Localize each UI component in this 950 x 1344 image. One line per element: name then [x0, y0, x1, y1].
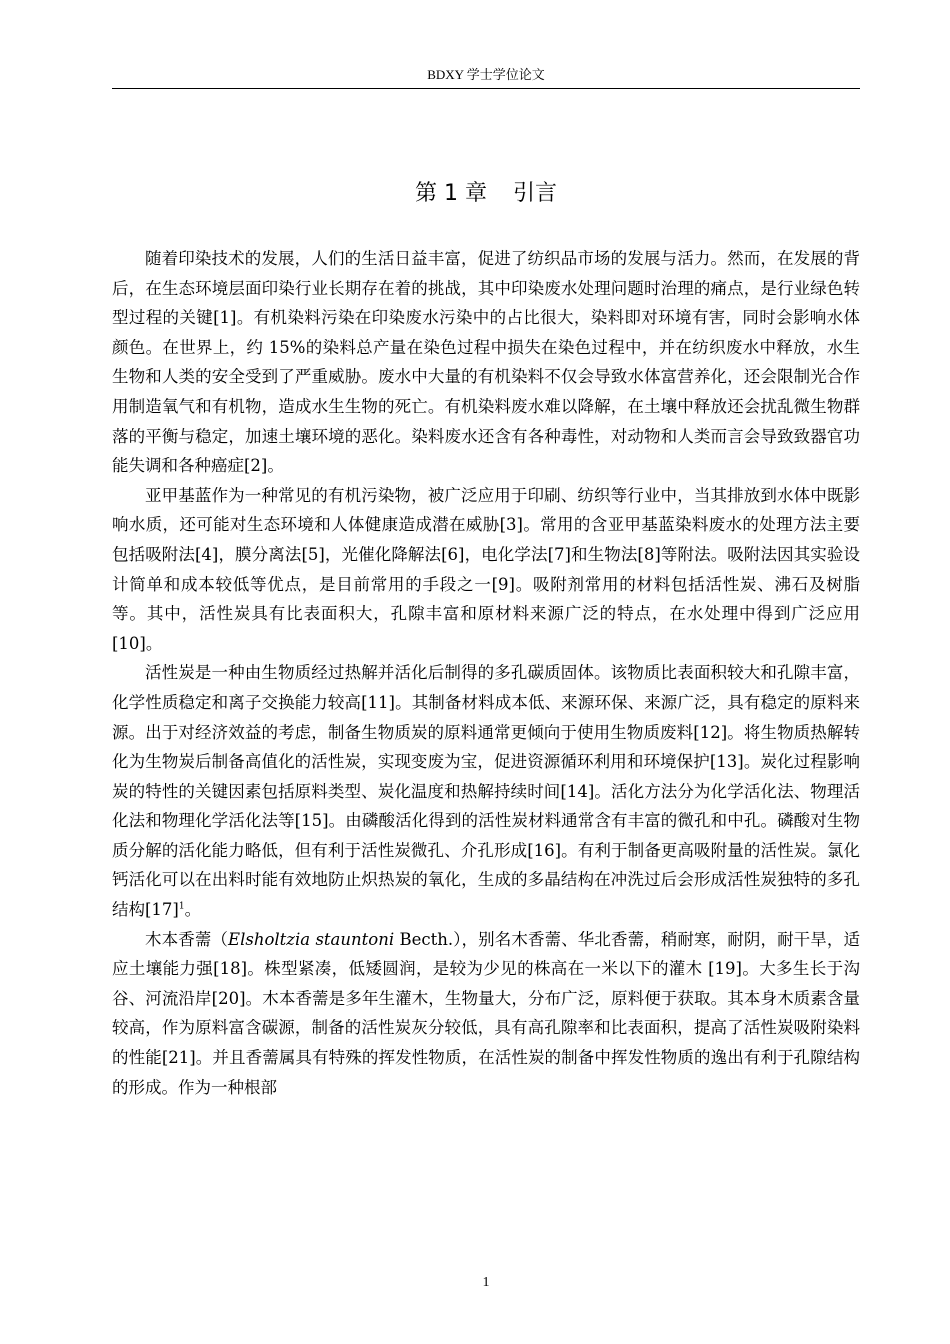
running-header: BDXY 学士学位论文: [427, 67, 545, 82]
chapter-name: 引言: [512, 181, 557, 206]
footnote-marker: 1: [178, 901, 185, 912]
paragraph: [112, 658, 860, 924]
chapter-number: 第 1 章: [415, 181, 487, 206]
paragraph-text: 活性炭是一种由生物质经过热解并活化后制得的多孔碳质固体。该物质比表面积较大和孔隙丰富，化学性质稳定和离子交换能力较高[11]。其制备材料成本低、来源环保、来源广泛，具有稳定的原料来源。出于对经济效益的考虑，制备生物质炭的原料通常更倾向于使用生物质废料[12]。将生物质热解转化为生物炭后制备高值化的活性炭，实现变废为宝，促进资源循环利用和环境保护[13]。炭化过程影响炭的特性的关键因素包括原料类型、炭化温度和热解持续时间[14]。活化方法分为化学活化法、物理活化法和物理化学活化法等[15]。由磷酸活化得到的活性炭材料通常含有丰富的微孔和中孔。磷酸对生物质分解的活化能力略低，但有利于活性炭微孔、介孔形成[16]。有利于制备更高吸附量的活性炭。氯化钙活化可以在出料时能有效地防止炽热炭的氧化，生成的多晶结构在冲洗过后会形成活性炭独特的多孔结构[17]: [112, 663, 860, 920]
chapter-title: [112, 176, 860, 212]
paragraph: 随着印染技术的发展，人们的生活日益丰富，促进了纺织品市场的发展与活力。然而，在发展的背后，在生态环境层面印染行业长期存在着的挑战，其中印染废水处理问题时治理的痛点，是行业绿色转型过程的关键[1]。有机染料污染在印染废水污染中的占比很大，染料即对环境有害，同时会影响水体颜色。在世界上，约 15%的染料总产量在染色过程中损失在染色过程中，并在纺织废水中释放，水生生物和人类的安全受到了严重威胁。废水中大量的有机染料不仅会导致水体富营养化，还会限制光合作用制造氧气和有机物，造成水生生物的死亡。有机染料废水难以降解，在土壤中释放还会扰乱微生物群落的平衡与稳定，加速土壤环境的恶化。染料废水还含有各种毒性，对动物和人类而言会导致致器官功能失调和各种癌症[2]。: [112, 249, 860, 476]
paragraph-lead: 木本香薷（: [145, 929, 229, 949]
paragraph-text: Becth.），别名木香薷、华北香薷，稍耐寒，耐阴，耐干旱，适应土壤能力强[18]。株型紧凑，低矮圆润，是较为少见的株高在一米以下的灌木 [19]。大多生长于沟谷、河流沿岸[20]。木本香薷是多年生灌木，生物量大，分布广泛，原料便于获取。其本身木质素含量较高，作为原料富含碳源，制备的活性炭灰分较低，具有高孔隙率和比表面积，提高了活性炭吸附染料的性能[21]。并且香薷属具有特殊的挥发性物质，在活性炭的制备中挥发性物质的逸出有利于孔隙结构的形成。作为一种根部: [112, 929, 860, 1097]
paragraph: [112, 925, 860, 1103]
body-text: [112, 244, 860, 1102]
page-number: 1: [482, 1275, 490, 1290]
paragraph: 亚甲基蓝作为一种常见的有机污染物，被广泛应用于印刷、纺织等行业中，当其排放到水体中既影响水质，还可能对生态环境和人体健康造成潜在威胁[3]。常用的含亚甲基蓝染料废水的处理方法主要包括吸附法[4]，膜分离法[5]，光催化降解法[6]，电化学法[7]和生物法[8]等附法。吸附法因其实验设计简单和成本较低等优点，是目前常用的手段之一[9]。吸附剂常用的材料包括活性炭、沸石及树脂等。其中，活性炭具有比表面积大，孔隙丰富和原材料来源广泛的特点，在水处理中得到广泛应用[10]。: [112, 485, 860, 653]
header-rule: [112, 88, 860, 89]
paragraph-tail: 。: [184, 900, 202, 920]
species-name: Elsholtzia stauntoni: [228, 929, 395, 949]
